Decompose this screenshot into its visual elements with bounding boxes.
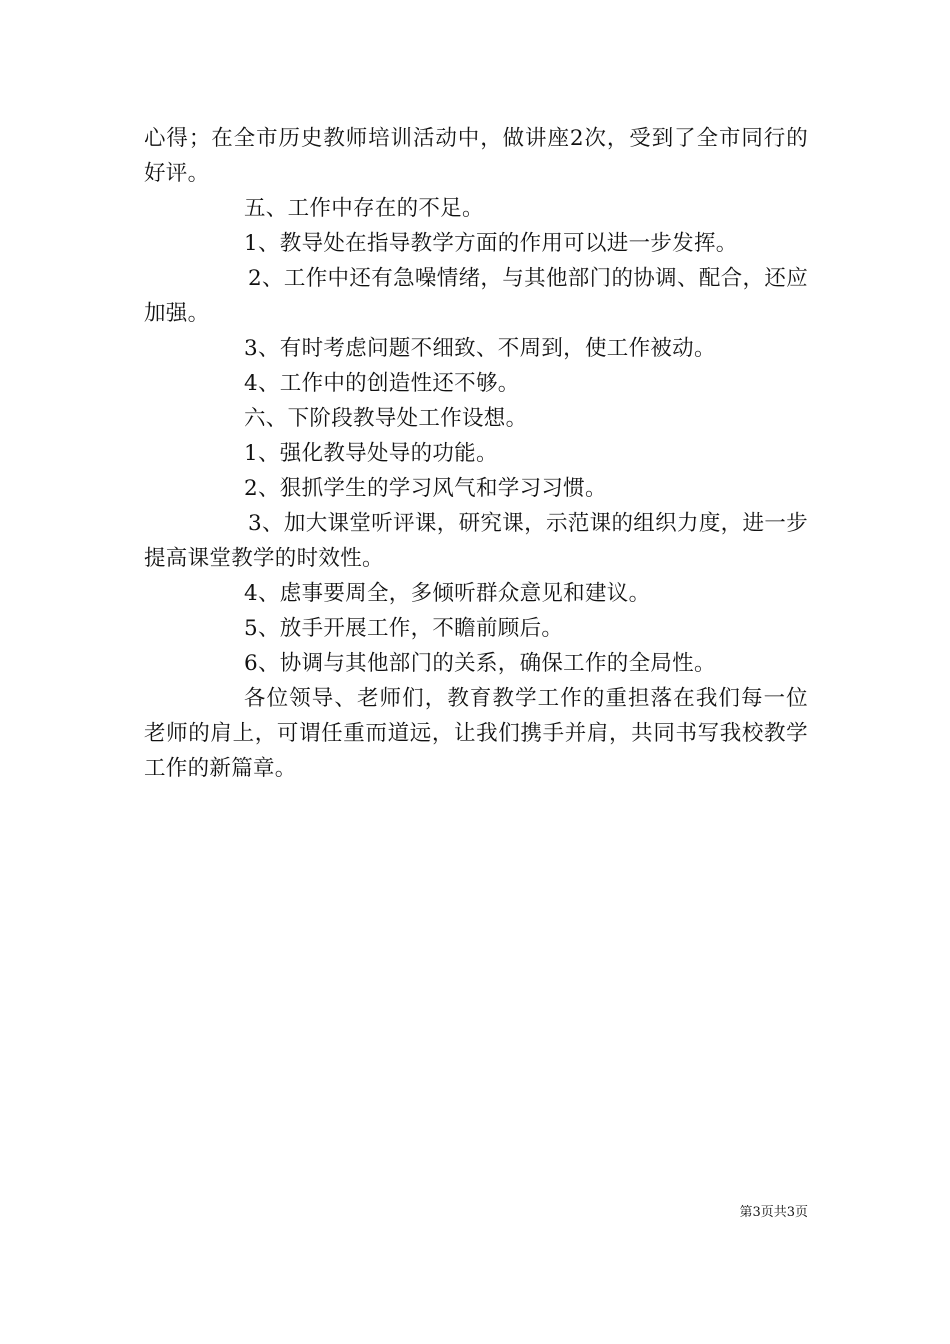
list-item: 1、强化教导处导的功能。 [244,441,498,466]
list-item: 2、狠抓学生的学习风气和学习习惯。 [244,476,607,501]
list-item: 2、工作中还有急噪情绪，与其他部门的协调、配合，还应加强。 [144,266,808,326]
list-item: 4、虑事要周全，多倾听群众意见和建议。 [244,581,651,606]
list-item: 4、工作中的创造性还不够。 [244,371,520,396]
page-number-footer: 第3页共3页 [739,1205,808,1220]
list-item: 3、有时考虑问题不细致、不周到，使工作被动。 [244,336,716,361]
document-body [144,121,808,786]
section-heading-shortcomings: 五、工作中存在的不足。 [244,196,484,221]
paragraph-continuation: 心得；在全市历史教师培训活动中，做讲座2次，受到了全市同行的好评。 [144,126,808,186]
list-item: 5、放手开展工作，不瞻前顾后。 [244,616,564,641]
closing-paragraph: 各位领导、老师们，教育教学工作的重担落在我们每一位老师的肩上，可谓任重而道远，让我们携手并肩，共同书写我校教学工作的新篇章。 [144,686,808,781]
section-heading-next-plan: 六、下阶段教导处工作设想。 [244,406,528,431]
list-item: 3、加大课堂听评课，研究课，示范课的组织力度，进一步提高课堂教学的时效性。 [144,511,808,571]
list-item: 6、协调与其他部门的关系，确保工作的全局性。 [244,651,716,676]
list-item: 1、教导处在指导教学方面的作用可以进一步发挥。 [244,231,738,256]
